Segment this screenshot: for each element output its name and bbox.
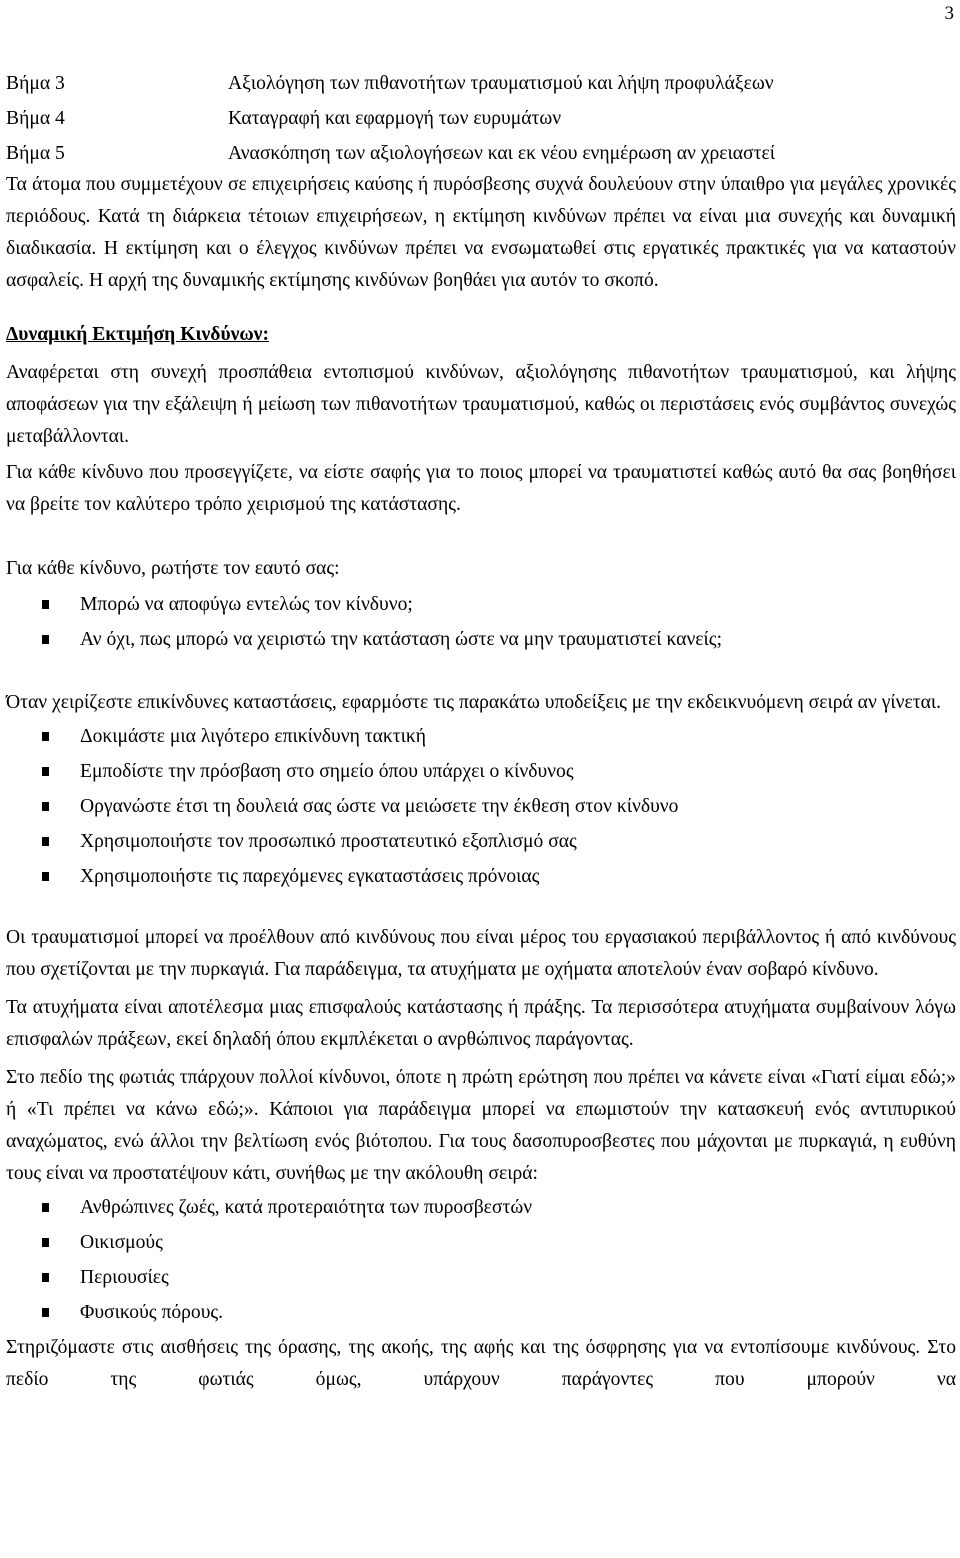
list-item: Περιουσίες (6, 1260, 956, 1295)
list-item: Χρησιμοποιήστε τον προσωπικό προστατευτικό εξοπλισμό σας (6, 824, 956, 859)
senses-paragraph: Στηριζόμαστε στις αισθήσεις της όρασης, της ακοής, της αφής και της όσφρησης για να εντοπίσουμε κινδύνους. Στο πεδίο της φωτιάς όμως, υπάρχουν παράγοντες που μπορούν να (6, 1337, 956, 1390)
guidance-list (6, 719, 956, 894)
bullet-square-icon (42, 872, 49, 881)
bullet-square-icon (42, 1203, 49, 1212)
list-item: Οργανώστε έτσι τη δουλειά σας ώστε να μειώσετε την έκθεση στον κίνδυνο (6, 789, 956, 824)
step-text: Αξιολόγηση των πιθανοτήτων τραυματισμού και λήψη προφυλάξεων (228, 73, 774, 94)
list-item: Δοκιμάστε μια λιγότερο επικίνδυνη τακτική (6, 719, 956, 754)
steps-list (6, 0, 956, 171)
bullet-square-icon (42, 1308, 49, 1317)
dynamic-paragraph-2: Για κάθε κίνδυνο που προσεγγίζετε, να είστε σαφής για το ποιος μπορεί να τραυματιστεί καθώς αυτό θα σας βοηθήσει να βρείτε τον καλύτερο τρόπο χειρισμού της κατάστασης. (6, 462, 956, 515)
list-item: Εμποδίστε την πρόσβαση στο σημείο όπου υπάρχει ο κίνδυνος (6, 754, 956, 789)
list-item: Φυσικούς πόρους. (6, 1295, 956, 1330)
dynamic-paragraph-1: Αναφέρεται στη συνεχή προσπάθεια εντοπισμού κινδύνων, αξιολόγησης πιθανοτήτων τραυματισμού, και λήψης αποφάσεων για την εξάλειψη ή μείωση των πιθανοτήτων τραυματισμού, καθώς οι περιστάσεις ενός συμβάντος συνεχώς μεταβάλλονται. (6, 362, 956, 447)
bullet-square-icon (42, 732, 49, 741)
intro-paragraph: Τα άτομα που συμμετέχουν σε επιχειρήσεις καύσης ή πυρόσβεσης συχνά δουλεύουν στην ύπαιθρο για μεγάλες χρονικές περιόδους. Κατά τη διάρκεια τέτοιων επιχειρήσεων, η εκτίμηση κινδύνων πρέπει να είναι μια συνεχής και δυναμική διαδικασία. Η εκτίμηση και ο έλεγχος κινδύνων πρέπει να ενσωματωθεί στις εργατικές πρακτικές για να καταστούν ασφαλείς. Η αρχή της δυναμικής εκτίμησης κινδύνων βοηθάει για αυτόν το σκοπό. (6, 174, 956, 291)
list-item: Αν όχι, πως μπορώ να χειριστώ την κατάσταση ώστε να μην τραυματιστεί κανείς; (6, 622, 956, 657)
guidance-intro: Όταν χειρίζεστε επικίνδυνες καταστάσεις, εφαρμόστε τις παρακάτω υποδείξεις με την εκδεικνυόμενη σειρά αν γίνεται. (6, 692, 942, 713)
bullet-square-icon (42, 1273, 49, 1282)
list-item: Οικισμούς (6, 1225, 956, 1260)
step-text: Καταγραφή και εφαρμογή των ευρυμάτων (228, 108, 562, 129)
accidents-paragraph: Τα ατυχήματα είναι αποτέλεσμα μιας επισφαλούς κατάστασης ή πράξης. Τα περισσότερα ατυχήματα συμβαίνουν λόγω επισφαλών πράξεων, εκεί δηλαδή όπου εκμπλέκεται ο ανρθώπινος παράγοντας. (6, 997, 956, 1050)
section-heading: Δυναμική Εκτιμήση Κινδύνων: (6, 324, 269, 345)
bullet-square-icon (42, 767, 49, 776)
step-row (6, 136, 956, 171)
step-label: Βήμα 3 (6, 73, 65, 94)
bullet-square-icon (42, 600, 49, 609)
protect-list (6, 1190, 956, 1330)
list-item: Ανθρώπινες ζωές, κατά προτεραιότητα των πυροσβεστών (6, 1190, 956, 1225)
bullet-square-icon (42, 1238, 49, 1247)
bullet-square-icon (42, 837, 49, 846)
step-label: Βήμα 5 (6, 143, 65, 164)
step-label: Βήμα 4 (6, 108, 65, 129)
injuries-paragraph: Οι τραυματισμοί μπορεί να προέλθουν από κινδύνους που είναι μέρος του εργασιακού περιβάλλοντος ή από κινδύνους που σχετίζονται με την πυρκαγιά. Για παράδειγμα, τα ατυχήματα με οχήματα αποτελούν έναν σοβαρό κίνδυνο. (6, 927, 956, 980)
ask-questions-list (6, 587, 956, 657)
step-text: Ανασκόπηση των αξιολογήσεων και εκ νέου ενημέρωση αν χρειαστεί (228, 143, 775, 164)
bullet-square-icon (42, 802, 49, 811)
step-row (6, 101, 956, 136)
page-number: 3 (944, 3, 954, 24)
ask-intro: Για κάθε κίνδυνο, ρωτήστε τον εαυτό σας: (6, 558, 340, 579)
bullet-square-icon (42, 635, 49, 644)
step-row (6, 66, 956, 101)
field-paragraph: Στο πεδίο της φωτιάς τπάρχουν πολλοί κίνδυνοι, όποτε η πρώτη ερώτηση που πρέπει να κάνετε είναι «Γιατί είμαι εδώ;» ή «Τι πρέπει να κάνω εδώ;». Κάποιοι για παράδειγμα μπορεί να επωμιστούν την κατασκευή ενός αντιπυρικού αναχώματος, ενώ άλλοι την βελτίωση ενός βιότοπου. Για τους δασοπυροσβεστες που μάχονται με πυρκαγιά, η ευθύνη τους είναι να προστατέψουν κάτι, συνήθως με την ακόλουθη σειρά: (6, 1067, 956, 1184)
list-item: Μπορώ να αποφύγω εντελώς τον κίνδυνο; (6, 587, 956, 622)
list-item: Χρησιμοποιήστε τις παρεχόμενες εγκαταστάσεις πρόνοιας (6, 859, 956, 894)
